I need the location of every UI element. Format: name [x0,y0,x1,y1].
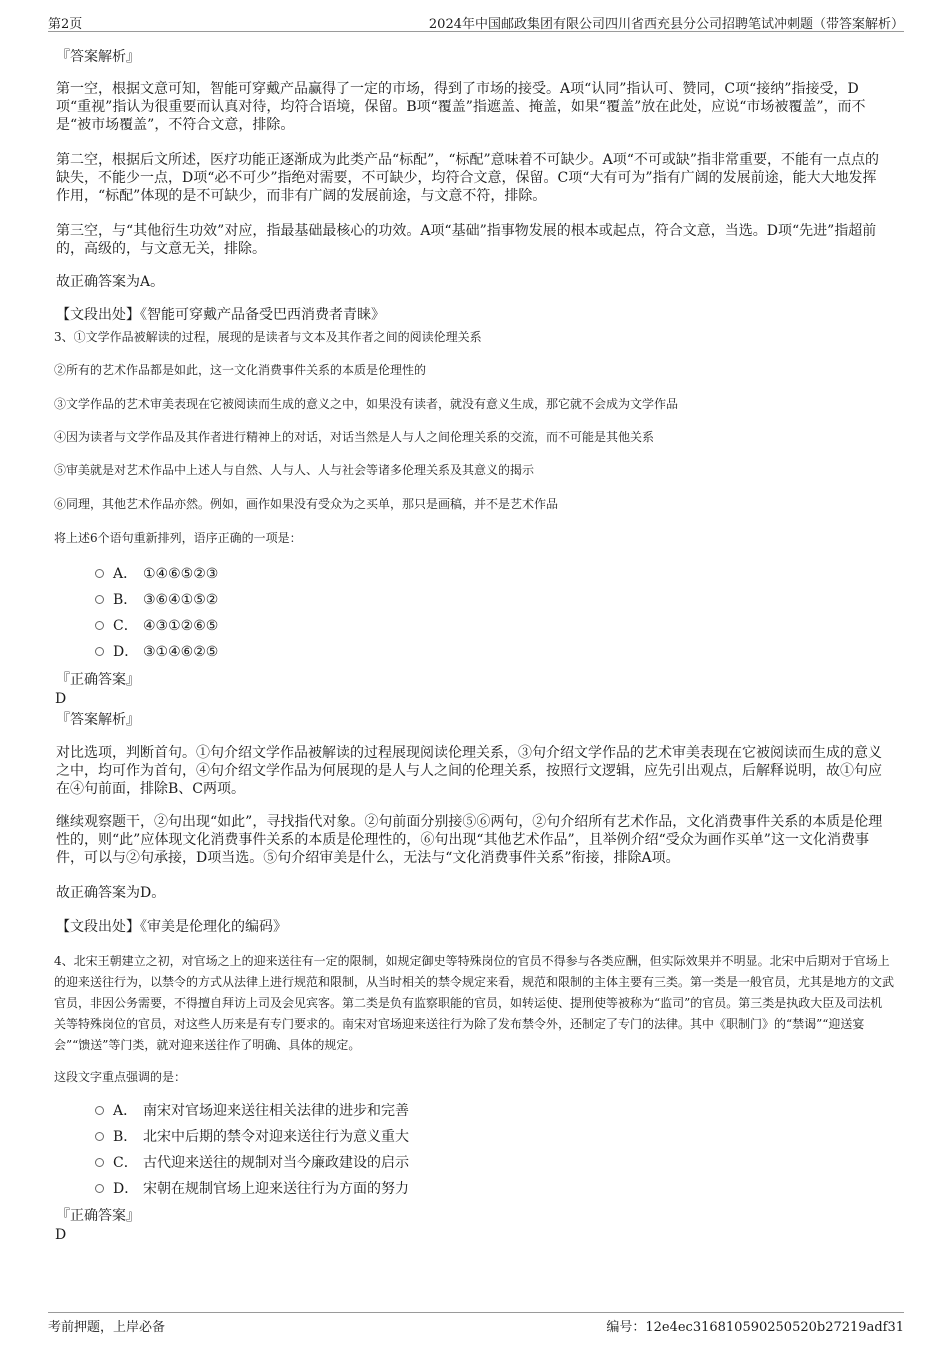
q2-analysis-para-3 [50,222,890,258]
option-letter: D． [113,644,139,660]
radio-icon[interactable] [95,1184,104,1193]
q3-source [50,918,890,936]
sentence-text: ⑥同理，其他艺术作品亦然。例如，画作如果没有受众为之买单，那只是画稿，并不是艺术作品 [54,497,559,511]
q4-option-a[interactable] [95,1101,409,1121]
radio-icon[interactable] [95,595,104,604]
option-letter: A． [113,1103,138,1119]
page-header [48,0,904,32]
analysis-text: 故正确答案为D。 [56,885,166,901]
sentence-text: ④因为读者与文学作品及其作者进行精神上的对话，对话当然是人与人之间伦理关系的交流，而不可能是其他关系 [54,430,655,444]
source-text: 【文段出处】《智能可穿戴产品备受巴西消费者青睐》 [56,307,385,323]
q2-source [50,306,890,324]
q3-sentence-4 [54,427,894,448]
analysis-text: 继续观察题干，②句出现“如此”，寻找指代对象。②句前面分别接⑤⑥两句，②句介绍所有艺术作品，文化消费事件关系的本质是伦理性的，则“此”应体现文化消费事件关系的本质是伦理性的，⑥句出现“其他艺术作品”，且举例介绍“受众为画作买单”这一文化消费事件，可以与②句承接，D项当选。⑤句介绍审美是什么，无法与“文化消费事件关系”衔接，排除A项。 [56,814,883,866]
sentence-text: ③文学作品的艺术审美表现在它被阅读而生成的意义之中，如果没有读者，就没有意义生成，那它就不会成为文学作品 [54,397,679,411]
q3-analysis-para-2 [50,813,890,867]
document-title: 2024年中国邮政集团有限公司四川省西充县分公司招聘笔试冲刺题（带答案解析） [428,17,904,32]
q3-analysis-title-block [50,711,890,729]
q3-option-b[interactable] [95,590,218,610]
radio-icon[interactable] [95,1106,104,1115]
option-letter: B． [113,592,138,608]
sentence-text: ②所有的艺术作品都是如此，这一文化消费事件关系的本质是伦理性的 [54,363,427,377]
option-text: 宋朝在规制官场上迎来送往行为方面的努力 [143,1181,409,1197]
q4-option-c[interactable] [95,1153,409,1173]
q2-analysis-para-2 [50,151,890,205]
q3-sentence-5 [54,460,894,481]
option-text: 南宋对官场迎来送往相关法律的进步和完善 [143,1103,409,1119]
answer-title: 『正确答案』 [56,672,140,688]
q2-analysis-para-1 [50,80,890,134]
radio-icon[interactable] [95,621,104,630]
option-text: ④③①②⑥⑤ [143,618,219,634]
source-text: 【文段出处】《审美是伦理化的编码》 [56,919,287,935]
q3-analysis-conclusion [50,884,890,902]
radio-icon[interactable] [95,1132,104,1141]
analysis-title: 『答案解析』 [56,712,140,728]
q2-analysis-block [50,48,890,66]
radio-icon[interactable] [95,1158,104,1167]
q3-sentence-1 [54,327,894,348]
sentence-text: ⑤审美就是对艺术作品中上述人与自然、人与人、人与社会等诸多伦理关系及其意义的揭示 [54,463,535,477]
answer-value: D [55,1227,67,1243]
passage-text: 4、北宋王朝建立之初，对官场之上的迎来送往有一定的限制，如规定御史等特殊岗位的官员不得参与各类应酬，但实际效果并不明显。北宋中后期对于官场上的迎来送往行为，以禁令的方式从法律上进行规范和限制，从当时相关的禁令规定来看，规范和限制的主体主要有三类。第一类是一般官员，尤其是地方的文武官员，非因公务需要，不得擅自拜访上司及会见宾客。第二类是负有监察职能的官员，如转运使、提刑使等被称为“监司”的官员。第三类是执政大臣及司法机关等特殊岗位的官员，对这些人历来是有专门要求的。南宋对官场迎来送往行为除了发布禁令外，还制定了专门的法律。其中《职制门》的“禁谒”“迎送宴会”“馈送”等门类，就对迎来送往作了明确、具体的规定。 [54,954,895,1052]
radio-icon[interactable] [95,569,104,578]
q3-answer-block [50,690,890,708]
q3-sentence-6 [54,494,894,515]
answer-value: D [55,691,67,707]
q4-question [54,1067,894,1088]
analysis-text: 故正确答案为A。 [56,274,165,290]
option-text: ③①④⑥②⑤ [143,644,219,660]
sentence-text: 3、①文学作品被解读的过程，展现的是读者与文本及其作者之间的阅读伦理关系 [54,330,482,344]
q3-sentence-2 [54,360,894,381]
q3-answer-title-block [50,671,890,689]
analysis-text: 第二空，根据后文所述，医疗功能正逐渐成为此类产品“标配”，“标配”意味着不可缺少。A项“不可或缺”指非常重要，不能有一点点的缺失，不能少一点，D项“必不可少”指绝对需要，不可缺少，均符合文意，保留。C项“大有可为”指有广阔的发展前途，能大大地发挥作用，“标配”体现的是不可缺少，而非有广阔的发展前途，与文意不符，排除。 [56,152,880,204]
q4-option-b[interactable] [95,1127,409,1147]
option-text: 古代迎来送往的规制对当今廉政建设的启示 [143,1155,409,1171]
option-letter: B． [113,1129,138,1145]
q4-option-d[interactable] [95,1179,409,1199]
option-letter: C． [113,618,138,634]
q2-analysis-title: 『答案解析』 [56,49,140,65]
footer-slogan: 考前押题，上岸必备 [48,1320,166,1335]
q3-option-c[interactable] [95,616,218,636]
option-text: 北宋中后期的禁令对迎来送往行为意义重大 [143,1129,409,1145]
page-footer [48,1312,904,1335]
option-text: ①④⑥⑤②③ [143,566,219,582]
radio-icon[interactable] [95,647,104,656]
q3-sentence-3 [54,394,894,415]
q4-answer-block [50,1226,890,1244]
option-letter: C． [113,1155,138,1171]
question-text: 将上述6个语句重新排列，语序正确的一项是： [54,531,302,545]
q3-option-a[interactable] [95,564,218,584]
q3-option-d[interactable] [95,642,218,662]
q3-analysis-para-1 [50,744,890,798]
option-text: ③⑥④①⑤② [143,592,219,608]
option-letter: A． [113,566,138,582]
analysis-text: 第三空，与“其他衍生功效”对应，指最基础最核心的功效。A项“基础”指事物发展的根本或起点，符合文意，当选。D项“先进”指超前的，高级的，与文意无关，排除。 [56,223,877,257]
q4-passage [54,951,894,1056]
analysis-text: 对比选项，判断首句。①句介绍文学作品被解读的过程展现阅读伦理关系，③句介绍文学作品的艺术审美表现在它被阅读而生成的意义之中，均可作为首句，④句介绍文学作品为何展现的是人与人之间的伦理关系，按照行文逻辑，应先引出观点，后解释说明，故①句应在④句前面，排除B、C两项。 [56,745,882,797]
page-number: 第2页 [48,17,83,32]
answer-title: 『正确答案』 [56,1208,140,1224]
option-letter: D． [113,1181,139,1197]
q4-answer-title-block [50,1207,890,1225]
question-text: 这段文字重点强调的是： [54,1070,187,1084]
document-id: 编号：12e4ec316810590250520b27219adf31 [606,1320,904,1335]
q3-question [54,528,894,549]
analysis-text: 第一空，根据文意可知，智能可穿戴产品赢得了一定的市场，得到了市场的接受。A项“认同”指认可、赞同，C项“接纳”指接受，D项“重视”指认为很重要而认真对待，均符合语境，保留。B项“覆盖”指遮盖、掩盖，如果“覆盖”放在此处，应说“市场被覆盖”，而不是“被市场覆盖”，不符合文意，排除。 [56,81,866,133]
q2-analysis-conclusion [50,273,890,291]
